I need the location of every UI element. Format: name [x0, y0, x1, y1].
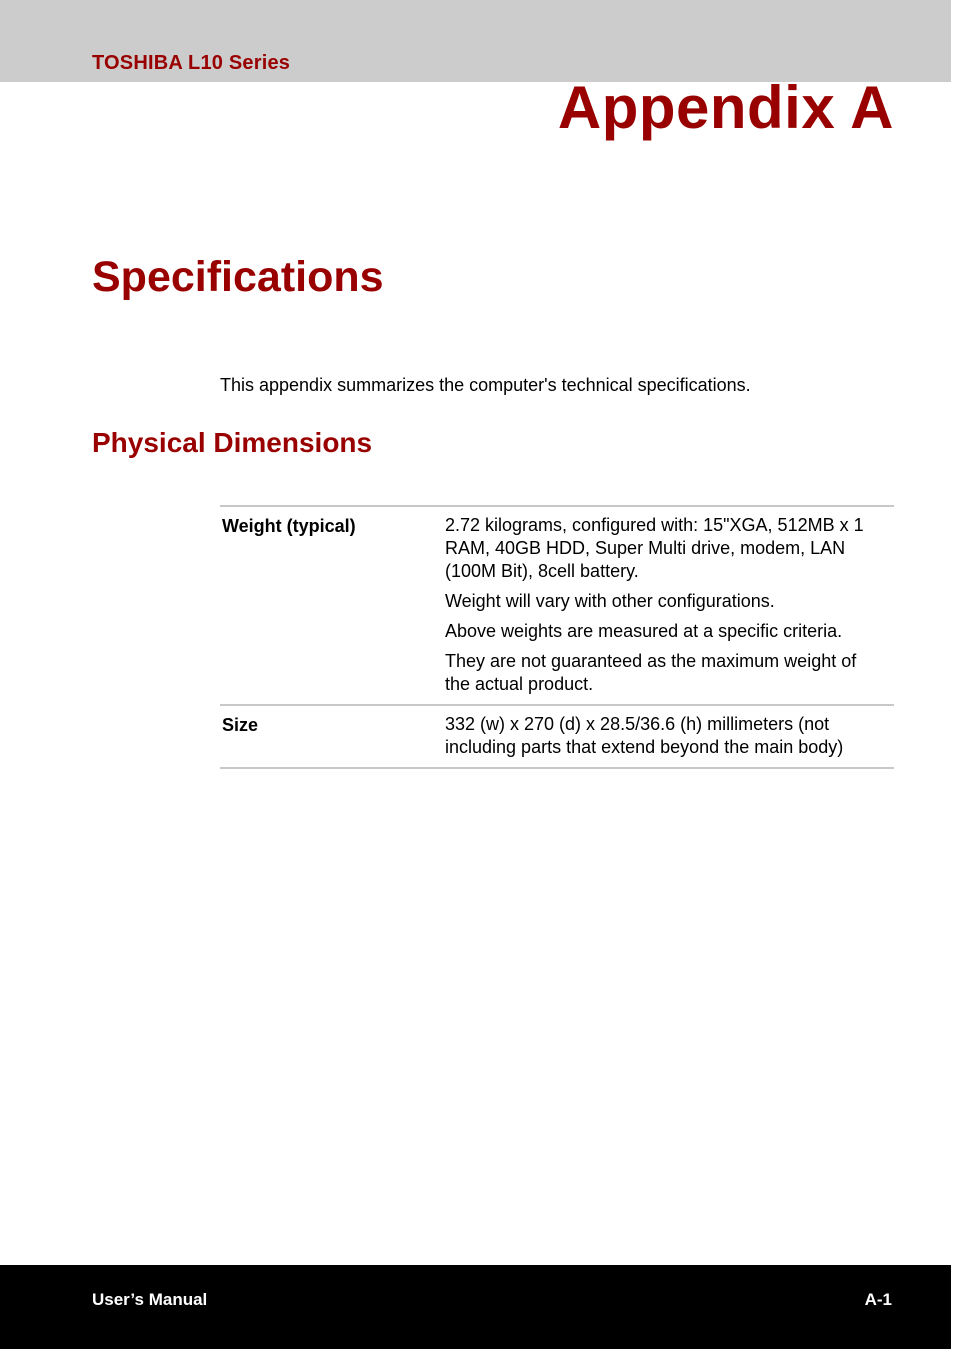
spec-label: Size	[222, 715, 259, 735]
section-title-physical-dimensions: Physical Dimensions	[92, 427, 373, 458]
spec-label: Weight (typical)	[222, 516, 356, 536]
spec-value-paragraph: Above weights are measured at a specific criteria.	[445, 621, 843, 641]
spec-row-size	[220, 705, 894, 768]
specifications-table	[220, 505, 894, 769]
footer-page-number: A-1	[864, 1290, 892, 1309]
spec-value	[445, 705, 894, 768]
spec-row-weight	[220, 506, 894, 705]
footer-manual-label: User’s Manual	[92, 1290, 208, 1309]
running-header-title: TOSHIBA L10 Series	[92, 52, 291, 74]
spec-value-paragraph: Weight will vary with other configurations.	[445, 591, 775, 611]
spec-value-paragraph: 332 (w) x 270 (d) x 28.5/36.6 (h) millimeters (not including parts that extend beyond the main body)	[445, 714, 844, 757]
spec-value-paragraph: 2.72 kilograms, configured with: 15"XGA, 512MB x 1 RAM, 40GB HDD, Super Multi drive, modem, LAN (100M Bit), 8cell battery.	[445, 515, 864, 581]
appendix-title: Appendix A	[557, 74, 894, 141]
spec-value	[445, 506, 894, 705]
intro-paragraph: This appendix summarizes the computer's technical specifications.	[220, 375, 751, 395]
chapter-title: Specifications	[92, 253, 384, 301]
spec-value-paragraph: They are not guaranteed as the maximum weight of the actual product.	[445, 651, 857, 694]
